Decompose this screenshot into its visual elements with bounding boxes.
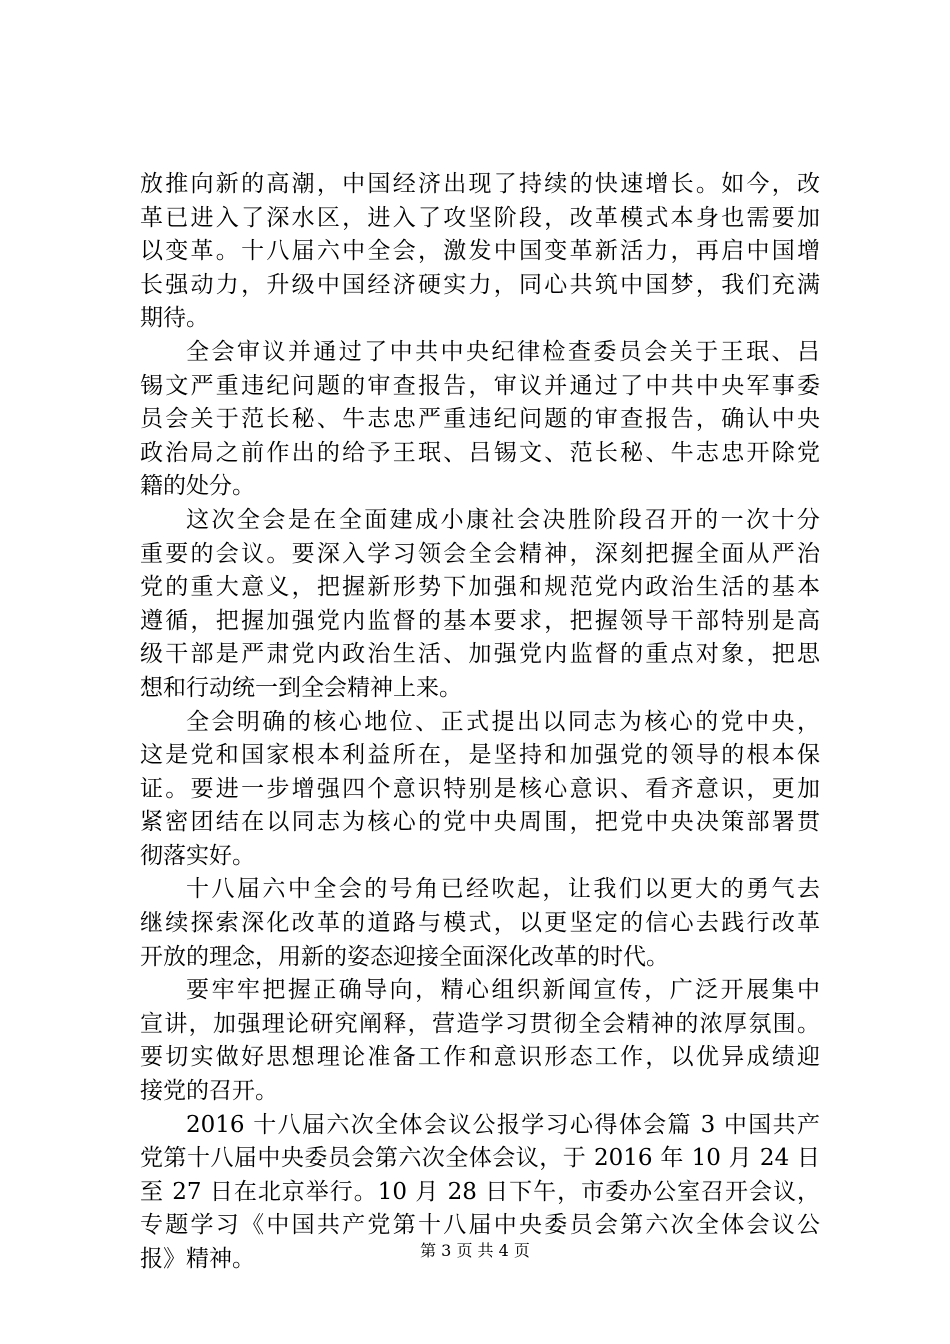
text-line: 要牢牢把握正确导向，精心组织新闻宣传，广泛开展集中 <box>186 977 820 1004</box>
text-line: 紧密团结在以同志为核心的党中央周围，把党中央决策部署贯 <box>140 809 820 836</box>
text-line: 遵循，把握加强党内监督的基本要求，把握领导干部特别是高 <box>140 607 820 634</box>
document-body <box>140 168 820 1277</box>
paragraph <box>140 504 820 706</box>
text-line: 全会审议并通过了中共中央纪律检查委员会关于王珉、吕 <box>186 338 820 365</box>
text-line: 接党的召开。 <box>140 1078 278 1105</box>
text-line: 员会关于范长秘、牛志忠严重违纪问题的审查报告，确认中央 <box>140 406 820 433</box>
paragraph <box>140 168 820 336</box>
text-line: 报》精神。 <box>140 1246 255 1272</box>
text-line: 政治局之前作出的给予王珉、吕锡文、范长秘、牛志忠开除党 <box>140 439 820 466</box>
paragraph <box>140 706 820 874</box>
text-line: 级干部是严肃党内政治生活、加强党内监督的重点对象，把思 <box>140 641 820 668</box>
text-line: 十八届六中全会的号角已经吹起，让我们以更大的勇气去 <box>186 876 820 903</box>
text-line: 党第十八届中央委员会第六次全体会议，于 2016 年 10 月 24 日 <box>140 1145 820 1172</box>
text-line: 长强动力，升级中国经济硬实力，同心共筑中国梦，我们充满 <box>140 271 820 298</box>
text-line: 至 27 日在北京举行。10 月 28 日下午，市委办公室召开会议， <box>140 1178 820 1205</box>
page-number: 第 3 页 共 4 页 <box>420 1241 530 1260</box>
text-line: 开放的理念，用新的姿态迎接全面深化改革的时代。 <box>140 943 669 970</box>
text-line: 继续探索深化改革的道路与模式，以更坚定的信心去践行改革 <box>140 910 820 937</box>
paragraph <box>140 974 820 1108</box>
text-line: 要切实做好思想理论准备工作和意识形态工作，以优异成绩迎 <box>140 1044 820 1071</box>
paragraph <box>140 336 820 504</box>
text-line: 重要的会议。要深入学习领会全会精神，深刻把握全面从严治 <box>140 540 820 567</box>
text-line: 放推向新的高潮，中国经济出现了持续的快速增长。如今，改 <box>140 171 820 197</box>
text-line: 彻落实好。 <box>140 842 255 869</box>
page-footer <box>0 1241 950 1261</box>
text-line: 专题学习《中国共产党第十八届中央委员会第六次全体会议公 <box>140 1212 820 1239</box>
text-line: 这次全会是在全面建成小康社会决胜阶段召开的一次十分 <box>186 506 820 533</box>
text-line: 全会明确的核心地位、正式提出以同志为核心的党中央， <box>186 708 820 735</box>
paragraph <box>140 873 820 974</box>
text-line: 锡文严重违纪问题的审查报告，审议并通过了中共中央军事委 <box>140 372 820 399</box>
text-line: 想和行动统一到全会精神上来。 <box>140 674 462 701</box>
text-line: 这是党和国家根本利益所在，是坚持和加强党的领导的根本保 <box>140 742 820 769</box>
text-line: 党的重大意义，把握新形势下加强和规范党内政治生活的基本 <box>140 574 820 601</box>
text-line: 以变革。十八届六中全会，激发中国变革新活力，再启中国增 <box>140 238 820 265</box>
text-line: 宣讲，加强理论研究阐释，营造学习贯彻全会精神的浓厚氛围。 <box>140 1010 820 1037</box>
text-line: 证。要进一步增强四个意识特别是核心意识、看齐意识，更加 <box>140 775 820 802</box>
text-line: 革已进入了深水区，进入了攻坚阶段，改革模式本身也需要加 <box>140 204 820 231</box>
text-line: 籍的处分。 <box>140 473 255 500</box>
text-line: 期待。 <box>140 305 209 332</box>
text-line: 2016 十八届六次全体会议公报学习心得体会篇 3 中国共产 <box>186 1111 820 1138</box>
